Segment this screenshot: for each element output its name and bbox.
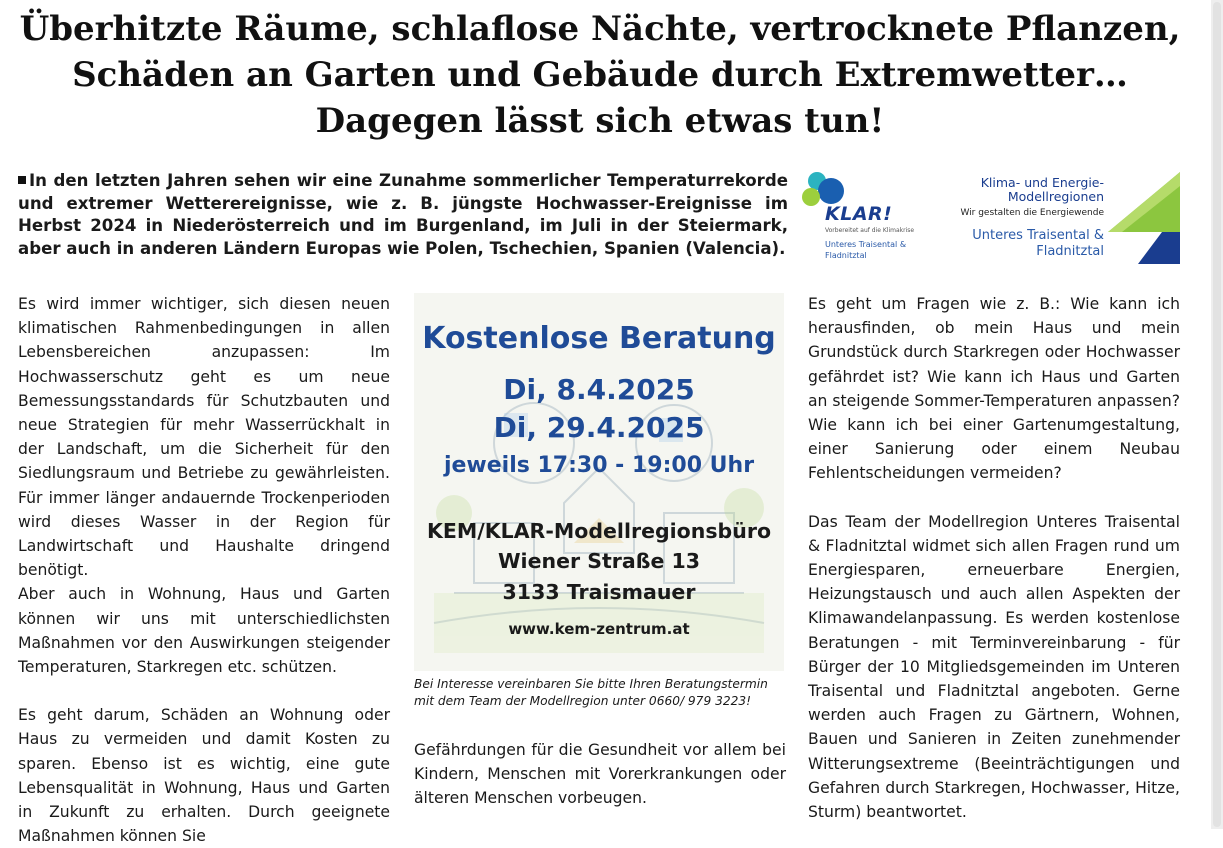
right-paragraph-2: Das Team der Modellregion Unteres Traisental & Fladnitztal widmet sich allen Fragen rund um Energiesparen, erneuerbare Energien, Heizungstausch und auch allen Aspekten der Klimawandelanpassung. Es werden kostenlose Beratungen - mit Terminvereinbarung - für Bürger der 10 Mitgliedsgemeinden im Unteren Traisental und Fladnitztal angeboten. Gerne werden auch Fragen zu Gärtnern, Wohnen, Bauen und Sanieren in Zeiten zunehmender Witterungsextreme (Beeinträchtigungen und Gefahren durch Starkregen, Hochwasser, Hitze, Sturm) beantwortet. (808, 512, 1180, 822)
consultation-promo-box (414, 293, 784, 671)
promo-title: Kostenlose Beratung (422, 321, 776, 356)
promo-time: jeweils 17:30 - 19:00 Uhr (443, 453, 755, 478)
paragraph-gap (18, 679, 390, 703)
kem-title: Klima- und Energie-Modellregionen (980, 175, 1104, 204)
headline (0, 6, 1200, 144)
promo-date-1: Di, 8.4.2025 (503, 373, 695, 406)
klar-region-name: Unteres Traisental & Fladnitztal (825, 240, 907, 260)
promo-office: KEM/KLAR-Modellregionsbüro (426, 519, 772, 543)
klar-wordmark: KLAR! (825, 203, 893, 225)
promo-city: 3133 Traismauer (502, 580, 696, 604)
headline-line-3: Dagegen lässt sich etwas tun! (315, 101, 885, 141)
logo-circle-blue (818, 178, 844, 204)
headline-line-2: Schäden an Garten und Gebäude durch Extremwetter… (72, 55, 1128, 95)
left-column (18, 292, 390, 848)
right-column (808, 292, 1180, 824)
scrollbar-track[interactable] (1211, 0, 1223, 829)
promo-website: www.kem-zentrum.at (508, 620, 690, 638)
lead-text: In den letzten Jahren sehen wir eine Zunahme sommerlicher Temperaturrekorde und extremer Wetterereignisse, wie z. B. jüngste Hochwasser-Ereignisse im Herbst 2024 in Niederösterreich und im Burgenland, im Juli in der Steiermark, aber auch in anderen Ländern Europas wie Polen, Tschechien, Spanien (Valencia). (18, 171, 788, 258)
lead-paragraph (18, 170, 788, 260)
left-paragraph-2: Aber auch in Wohnung, Haus und Garten können wir uns mit unterschiedlichsten Maßnahmen vor den Auswirkungen steigender Temperaturen, Starkregen etc. schützen. (18, 585, 390, 677)
left-paragraph-3: Es geht darum, Schäden an Wohnung oder Haus zu vermeiden und damit Kosten zu sparen. Ebenso ist es wichtig, eine gute Lebensqualität in Wohnung, Haus und Garten in Zukunft zu erhalten. Durch geeignete Maßnahmen können Sie (18, 706, 390, 846)
headline-line-1: Überhitzte Räume, schlaflose Nächte, vertrocknete Pflanzen, (19, 9, 1181, 49)
middle-column-text: Gefährdungen für die Gesundheit vor allem bei Kindern, Menschen mit Vorerkrankungen oder älteren Menschen vorbeugen. (414, 741, 786, 808)
bullet-square-icon (18, 176, 26, 184)
promo-street: Wiener Straße 13 (497, 549, 701, 573)
logo-circle-green (802, 188, 820, 206)
right-paragraph-1: Es geht um Fragen wie z. B.: Wie kann ich herausfinden, ob mein Haus und mein Grundstück durch Starkregen oder Hochwasser gefährdet ist? Wie kann ich Haus und Garten an steigende Sommer-Temperaturen anpassen? Wie kann ich bei einer Gartenumgestaltung, einer Sanierung oder einem Neubau Fehlentscheidungen vermeiden? (808, 295, 1180, 483)
promo-date-2: Di, 29.4.2025 (493, 411, 705, 444)
left-paragraph-1: Es wird immer wichtiger, sich diesen neuen klimatischen Rahmenbedingungen in allen Lebensbereichen anzupassen: Im Hochwasserschutz geht es um neue Bemessungsstandards für Schutzbauten und neue Strategien für mehr Wasserrückhalt in der Landschaft, um die Sicherheit für den Siedlungsraum und Betriebe zu gewährleisten. Für immer länger andauernde Trockenperioden wird dieses Wasser in der Region für Landwirtschaft und Haushalte dringend benötigt. (18, 295, 390, 580)
kem-tagline: Wir gestalten die Energiewende (960, 208, 1104, 218)
promo-caption: Bei Interesse vereinbaren Sie bitte Ihren Beratungstermin mit dem Team der Modellregion unter 0660/ 979 3223! (414, 677, 768, 708)
kem-logo (950, 172, 1180, 264)
kem-leaf-icon (1102, 172, 1180, 264)
klar-logo (800, 168, 940, 264)
kem-region-name: Unteres Traisental & Fladnitztal (972, 228, 1104, 259)
paragraph-gap (808, 486, 1180, 510)
scrollbar-thumb[interactable] (1213, 2, 1221, 827)
klar-tagline: Vorbereitet auf die Klimakrise (825, 227, 915, 234)
